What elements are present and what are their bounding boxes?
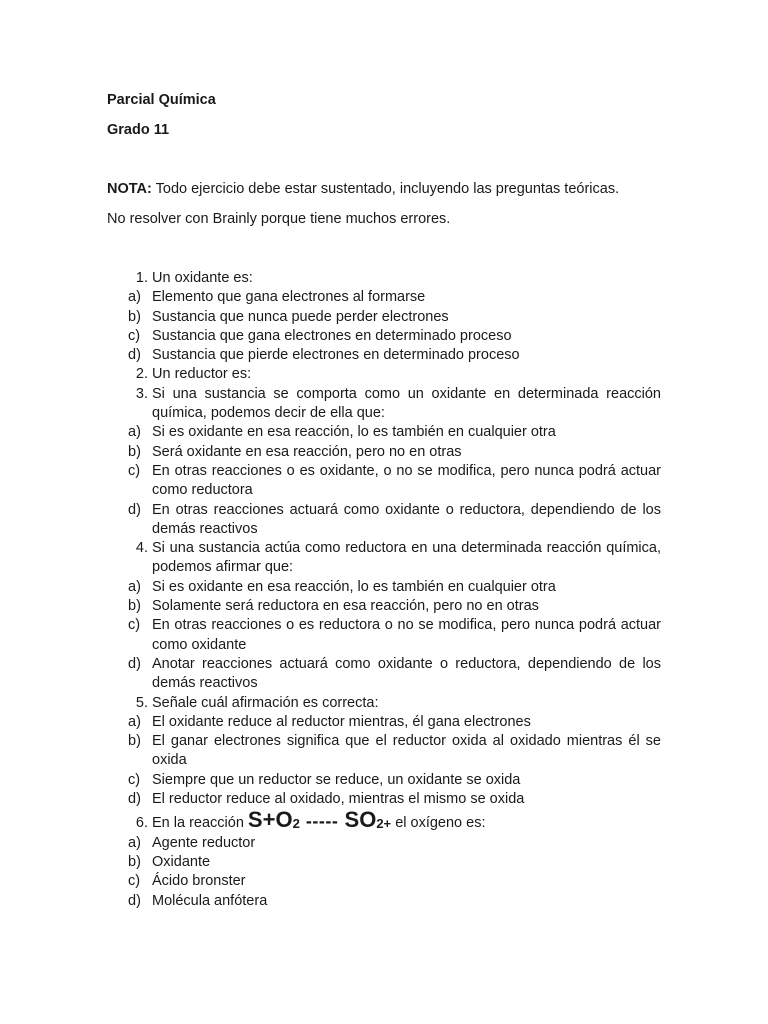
- list-item: [120, 308, 661, 327]
- list-marker: b): [128, 308, 141, 325]
- list-marker: 5.: [135, 694, 148, 711]
- list-item: [120, 327, 661, 346]
- question-text: Si una sustancia se comporta como un oxidante en determinada reacción química, podemos decir de ella que:: [152, 385, 661, 422]
- question-number: [120, 539, 152, 558]
- option-text: Molécula anfótera: [152, 892, 268, 909]
- list-marker: d): [128, 791, 141, 808]
- list-item: [120, 892, 661, 911]
- option-letter: [120, 616, 152, 635]
- list-marker: d): [128, 655, 141, 672]
- list-marker: a): [128, 713, 141, 730]
- q6-prefix: En la reacción: [152, 815, 244, 832]
- list-item: [120, 834, 661, 853]
- note-text: Todo ejercicio debe estar sustentado, incluyendo las preguntas teóricas.: [155, 181, 620, 197]
- list-marker: b): [128, 443, 141, 460]
- option-letter: [120, 872, 152, 891]
- list-marker: a): [128, 289, 141, 306]
- question-number: [120, 694, 152, 713]
- list-marker: 6.: [135, 815, 148, 832]
- list-marker: a): [128, 834, 141, 851]
- product: SO: [344, 807, 377, 833]
- q6-suffix: el oxígeno es:: [395, 815, 486, 832]
- list-item: [120, 694, 661, 713]
- option-text: Oxidante: [152, 853, 211, 870]
- list-item: [120, 365, 661, 384]
- option-text: Solamente será reductora en esa reacción, pero no en otras: [152, 598, 539, 615]
- option-letter: [120, 501, 152, 520]
- question-number: [120, 814, 152, 833]
- option-letter: [120, 597, 152, 616]
- option-text: En otras reacciones actuará como oxidante o reductora, dependiendo de los demás reactivos: [152, 501, 661, 537]
- list-item: [120, 501, 661, 540]
- question-list: [120, 269, 661, 911]
- question-text: Señale cuál afirmación es correcta:: [152, 694, 379, 711]
- list-item: [120, 288, 661, 307]
- option-text: Si es oxidante en esa reacción, lo es también en cualquier otra: [152, 424, 556, 441]
- list-marker: c): [128, 327, 141, 344]
- list-marker: 3.: [135, 385, 148, 402]
- list-item: [120, 443, 661, 462]
- question-6: [120, 807, 661, 833]
- option-letter: [120, 308, 152, 327]
- list-marker: 2.: [135, 366, 148, 383]
- option-text: En otras reacciones o es oxidante, o no se modifica, pero nunca podrá actuar como reductora: [152, 462, 661, 499]
- list-item: [120, 713, 661, 732]
- option-letter: [120, 443, 152, 462]
- option-letter: [120, 790, 152, 809]
- list-marker: c): [128, 462, 141, 479]
- list-item: [120, 385, 661, 424]
- option-text: Sustancia que gana electrones en determinado proceso: [152, 327, 512, 344]
- document-title: Parcial Química: [107, 92, 216, 108]
- list-marker: b): [128, 853, 141, 870]
- option-text: En otras reacciones o es reductora o no se modifica, pero nunca podrá actuar como oxidante: [152, 617, 661, 653]
- list-marker: c): [128, 771, 141, 788]
- question-text: Si una sustancia actúa como reductora en una determinada reacción química, podemos afirmar que:: [152, 540, 661, 576]
- option-text: Agente reductor: [152, 834, 256, 851]
- list-item: [120, 269, 661, 288]
- option-letter: [120, 732, 152, 751]
- option-text: El reductor reduce al oxidado, mientras el mismo se oxida: [152, 791, 525, 808]
- reaction-arrow: -----: [305, 811, 339, 832]
- list-marker: a): [128, 424, 141, 441]
- option-letter: [120, 346, 152, 365]
- grade-label: Grado 11: [107, 122, 170, 138]
- option-text: El oxidante reduce al reductor mientras, él gana electrones: [152, 713, 531, 730]
- list-item: [120, 423, 661, 442]
- list-item: [120, 655, 661, 694]
- list-marker: d): [128, 892, 141, 909]
- option-letter: [120, 578, 152, 597]
- option-letter: [120, 892, 152, 911]
- option-letter: [120, 462, 152, 481]
- list-item: [120, 853, 661, 872]
- list-marker: b): [128, 598, 141, 615]
- list-item: [120, 578, 661, 597]
- option-letter: [120, 423, 152, 442]
- option-letter: [120, 713, 152, 732]
- option-letter: [120, 853, 152, 872]
- warning-paragraph: No resolver con Brainly porque tiene muchos errores.: [107, 211, 451, 227]
- option-text: Elemento que gana electrones al formarse: [152, 289, 426, 306]
- list-item: [120, 346, 661, 365]
- question-number: [120, 365, 152, 384]
- reaction-formula: [248, 807, 391, 832]
- list-item: [120, 732, 661, 771]
- list-item: [120, 872, 661, 891]
- reactant-subscript: 2: [292, 816, 300, 832]
- option-letter: [120, 771, 152, 790]
- question-text: Un oxidante es:: [152, 270, 253, 286]
- list-marker: a): [128, 578, 141, 595]
- list-marker: b): [128, 733, 141, 750]
- question-number: [120, 385, 152, 404]
- option-text: Sustancia que nunca puede perder electrones: [152, 308, 449, 325]
- option-text: Será oxidante en esa reacción, pero no en otras: [152, 443, 462, 460]
- list-item: [120, 597, 661, 616]
- list-marker: d): [128, 347, 141, 364]
- option-letter: [120, 834, 152, 853]
- option-text: Anotar reacciones actuará como oxidante o reductora, dependiendo de los demás reactivos: [152, 655, 661, 692]
- question-number: [120, 269, 152, 288]
- question-text: [152, 807, 661, 833]
- option-text: Si es oxidante en esa reacción, lo es también en cualquier otra: [152, 578, 556, 595]
- option-letter: [120, 655, 152, 674]
- list-marker: d): [128, 501, 141, 518]
- option-text: Sustancia que pierde electrones en determinado proceso: [152, 347, 520, 364]
- list-item: [120, 616, 661, 655]
- list-item: [120, 539, 661, 578]
- note-label: NOTA:: [107, 181, 152, 197]
- option-letter: [120, 288, 152, 307]
- list-item: [120, 462, 661, 501]
- list-marker: 1.: [135, 270, 148, 286]
- option-text: Ácido bronster: [152, 873, 246, 890]
- list-marker: c): [128, 873, 141, 890]
- list-item: [120, 771, 661, 790]
- list-marker: 4.: [135, 540, 148, 557]
- product-subscript: 2+: [376, 816, 392, 832]
- option-text: Siempre que un reductor se reduce, un oxidante se oxida: [152, 771, 521, 788]
- option-text: El ganar electrones significa que el reductor oxida al oxidado mientras él se oxida: [152, 733, 661, 769]
- note-paragraph: [107, 181, 619, 197]
- option-letter: [120, 327, 152, 346]
- question-text: Un reductor es:: [152, 366, 252, 383]
- reactants: S+O: [247, 807, 293, 833]
- list-marker: c): [128, 617, 141, 634]
